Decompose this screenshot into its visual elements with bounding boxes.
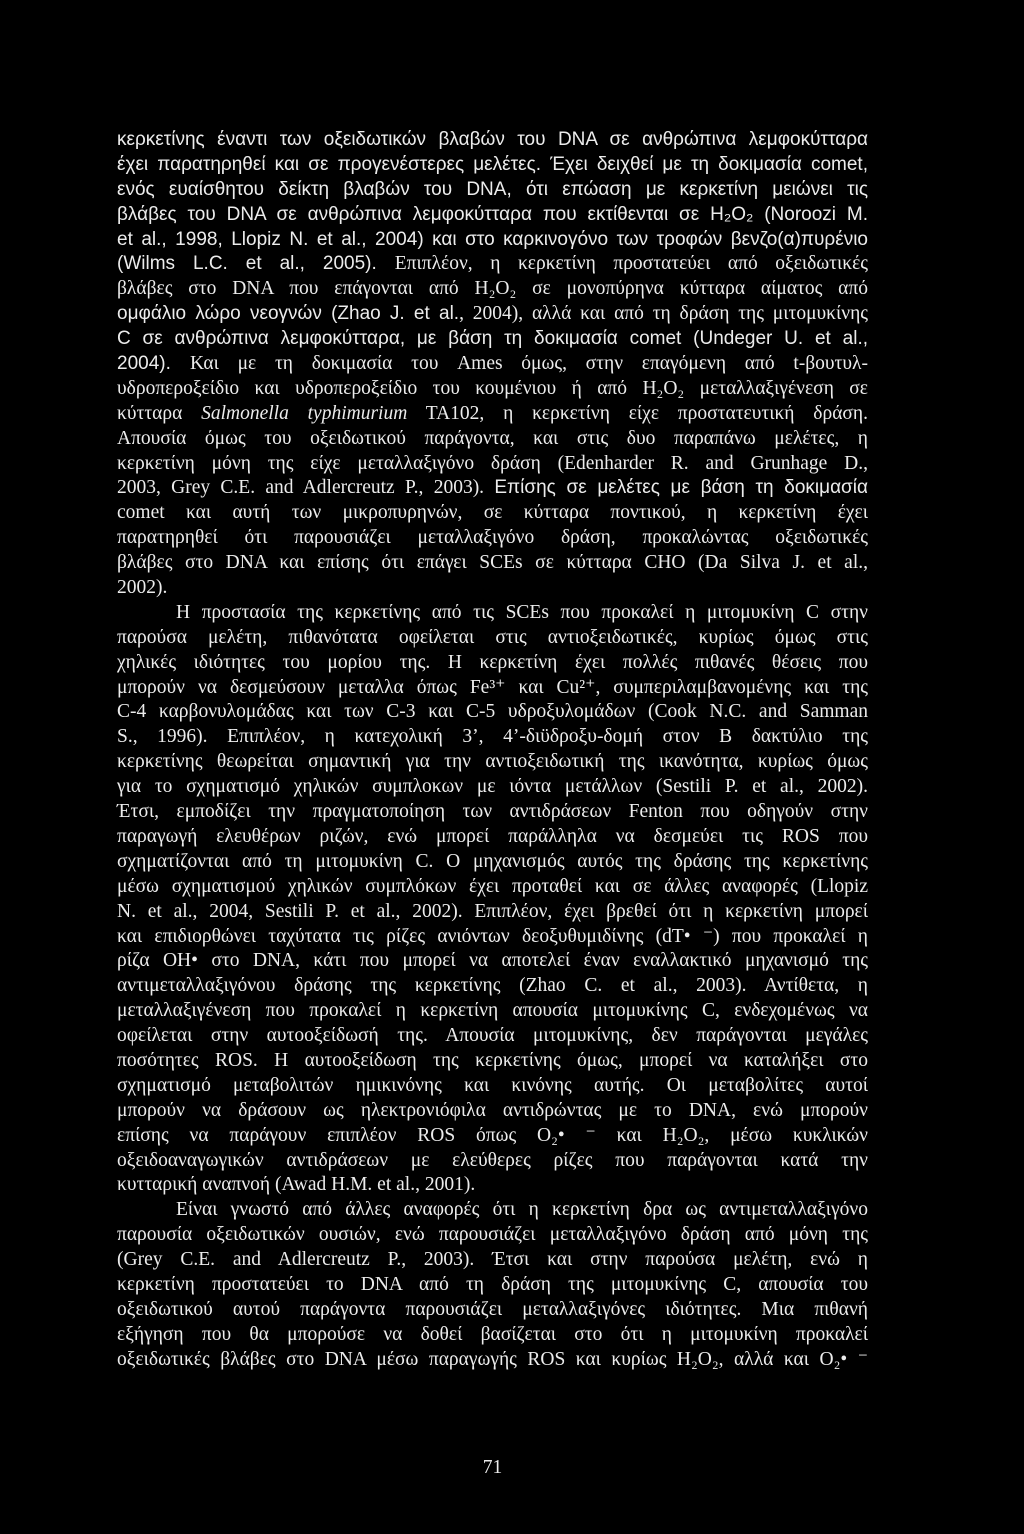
text-line: υδροπεροξείδιο και υδροπεροξείδιο του κουμένιου ή από H₂O₂ μεταλλαξιγένεση σε	[117, 377, 868, 399]
text-line: κυτταρική αναπνοή (Awad H.M. et al., 2001).	[117, 1174, 476, 1196]
text-line: (Grey C.E. and Adlercreutz P., 2003). Έτσι και στην παρούσα μελέτη, ενώ η	[117, 1249, 868, 1271]
text-line	[117, 352, 868, 377]
text-segment: ομφάλιο λώρο νεογνών (Zhao J. et al.	[117, 303, 460, 325]
text-line: C σε ανθρώπινα λεμφοκύτταρα, με βάση τη δοκιμασία comet (Undeger U. et al.,	[117, 328, 868, 350]
text-segment: TA102, η κερκετίνη είχε προστατευτική δράση.	[407, 402, 868, 424]
text-line: Έτσι, εμποδίζει την πραγματοποίηση των αντιδράσεων Fenton που οδηγούν στην	[117, 801, 868, 823]
text-line: 2002).	[117, 577, 168, 599]
text-line: οξειδοαναγωγικών αντιδράσεων με ελεύθερες ρίζες που παράγονται κατά την	[117, 1149, 868, 1171]
text-line: et al., 1998, Llopiz N. et al., 2004) και στο καρκινογόνο των τροφών βενζο(α)πυρένιο	[117, 228, 868, 250]
text-line: S., 1996). Επιπλέον, η κατεχολική 3’, 4’-διϋδροξυ-δομή στον Β δακτύλιο της	[117, 726, 868, 748]
text-line	[117, 302, 868, 327]
text-line: παρατηρηθεί ότι παρουσιάζει μεταλλαξιγόνο δράση, προκαλώντας οξειδωτικές	[117, 527, 868, 549]
text-line: βλάβες του DNA σε ανθρώπινα λεμφοκύτταρα που εκτίθενται σε H₂O₂ (Noroozi M.	[117, 203, 868, 225]
text-line: μπορούν να δράσουν ως ηλεκτρονιόφιλα αντιδρώντας με το DNA, ενώ μπορούν	[117, 1099, 868, 1121]
text-line: Η προστασία της κερκετίνης από τις SCEs που προκαλεί η μιτομυκίνη C στην	[176, 601, 868, 623]
text-line: βλάβες στο DNA και επίσης ότι επάγει SCEs σε κύτταρα CHO (Da Silva J. et al.,	[117, 552, 868, 574]
text-segment: , 2004), αλλά και από τη δράση της μιτομυκίνης	[459, 303, 868, 325]
text-line: comet και αυτή των μικροπυρηνών, σε κύτταρα ποντικού, η κερκετίνη έχει	[117, 502, 868, 524]
text-line: ρίζα OH• στο DNA, κάτι που μπορεί να αποτελεί έναν εναλλακτικό μηχανισμό της	[117, 950, 868, 972]
text-line: οφείλεται στην αυτοοξείδωσή της. Απουσία μιτομυκίνης, δεν παράγονται μεγάλες	[117, 1025, 868, 1047]
text-line: παρουσία οξειδωτικών ουσιών, ενώ παρουσιάζει μεταλλαξιγόνο δράση από μόνη της	[117, 1224, 868, 1246]
text-line: μπορούν να δεσμεύσουν μεταλλα όπως Fe³⁺ και Cu²⁺, συμπεριλαμβανομένης και της	[117, 676, 868, 698]
text-segment: Επιπλέον, η κερκετίνη προστατεύει από οξειδωτικές	[394, 253, 868, 275]
text-segment: Επίσης σε μελέτες με βάση τη δοκιμασία	[494, 477, 868, 499]
text-line: παρούσα μελέτη, πιθανότατα οφείλεται στις αντιοξειδωτικές, κυρίως όμως στις	[117, 626, 868, 648]
text-line: κερκετίνης θεωρείται σημαντική για την αντιοξειδωτική της ικανότητα, κυρίως όμως	[117, 751, 868, 773]
text-line: βλάβες στο DNA που επάγονται από H₂O₂ σε μονοπύρηνα κύτταρα αίματος από	[117, 278, 868, 300]
text-line: Είναι γνωστό από άλλες αναφορές ότι η κερκετίνη δρα ως αντιμεταλλαξιγόνο	[176, 1199, 868, 1221]
text-line: εξήγηση που θα μπορούσε να δοθεί βασίζεται στο ότι η μιτομυκίνη προκαλεί	[117, 1323, 868, 1345]
text-line: Απουσία όμως του οξειδωτικού παράγοντα, και στις δυο παραπάνω μελέτες, η	[117, 427, 868, 449]
text-segment: Και με τη δοκιμασία του Ames όμως, στην επαγόμενη από t-βουτυλ-	[190, 353, 868, 375]
text-line: μεταλλαξιγένεση που προκαλεί η κερκετίνη απουσία μιτομυκίνης C, ενδεχομένως να	[117, 1000, 868, 1022]
text-line: σχηματισμό μεταβολιτών ημικινόνης και κινόνης αυτής. Οι μεταβολίτες αυτοί	[117, 1074, 868, 1096]
text-line: N. et al., 2004, Sestili P. et al., 2002). Επιπλέον, έχει βρεθεί ότι η κερκετίνη μπορεί	[117, 900, 868, 922]
text-segment: 2004).	[117, 353, 191, 375]
text-segment: 2003, Grey C.E. and Adlercreutz P., 2003).	[117, 477, 495, 499]
text-line	[117, 402, 868, 427]
species-name: Salmonella typhimurium	[201, 402, 408, 424]
text-segment: (Wilms L.C. et al., 2005).	[117, 253, 395, 275]
text-line: οξειδωτικές βλάβες στο DNA μέσω παραγωγής ROS και κυρίως H₂O₂, αλλά και O₂• ⁻	[117, 1348, 868, 1370]
text-line: C-4 καρβονυλομάδας και των C-3 και C-5 υδροξυλομάδων (Cook N.C. and Samman	[117, 701, 868, 723]
text-line: κερκετίνη μόνη της είχε μεταλλαξιγόνο δράση (Edenharder R. and Grunhage D.,	[117, 452, 868, 474]
text-line: ενός ευαίσθητου δείκτη βλαβών του DNA, ότι επώαση με κερκετίνη μειώνει τις	[117, 178, 868, 200]
text-line: χηλικές ιδιότητες του μορίου της. Η κερκετίνη έχει πολλές πιθανές θέσεις που	[117, 651, 868, 673]
text-line: κερκετίνη προστατεύει το DNA από τη δράση της μιτομυκίνης C, απουσία του	[117, 1273, 868, 1295]
page-body	[117, 128, 868, 1373]
text-line: κερκετίνης έναντι των οξειδωτικών βλαβών του DNA σε ανθρώπινα λεμφοκύτταρα	[117, 129, 868, 150]
text-line: μέσω σχηματισμού χηλικών συμπλόκων έχει προταθεί και σε άλλες αναφορές (Llopiz	[117, 875, 868, 897]
text-line: επίσης να παράγουν επιπλέον ROS όπως O₂• ⁻ και H₂O₂, μέσω κυκλικών	[117, 1124, 868, 1146]
text-line: σχηματίζονται από τη μιτομυκίνη C. Ο μηχανισμός αυτός της δράσης της κερκετίνης	[117, 850, 868, 872]
text-line: παραγωγή ελευθέρων ριζών, ενώ μπορεί παράλληλα να δεσμεύει τις ROS που	[117, 825, 868, 847]
text-line: για το σχηματισμό χηλικών συμπλοκων με ιόντα μετάλλων (Sestili P. et al., 2002).	[117, 776, 868, 798]
text-line: και επιδιορθώνει ταχύτατα τις ρίζες ανιόντων δεοξυθυμιδίνης (dT• ⁻) που προκαλεί η	[117, 925, 868, 947]
text-line	[117, 476, 868, 501]
page-number: 71	[482, 1457, 503, 1478]
text-line: οξειδωτικού αυτού παράγοντα παρουσιάζει μεταλλαξιγόνες ιδιότητες. Μια πιθανή	[117, 1298, 868, 1320]
text-line: ποσότητες ROS. Η αυτοοξείδωση της κερκετίνης όμως, μπορεί να καταλήξει στο	[117, 1049, 868, 1071]
text-line	[117, 252, 868, 277]
text-line: αντιμεταλλαξιγόνου δράσης της κερκετίνης (Zhao C. et al., 2003). Αντίθετα, η	[117, 975, 868, 997]
text-line: έχει παρατηρηθεί και σε προγενέστερες μελέτες. Έχει δειχθεί με τη δοκιμασία comet,	[117, 153, 868, 175]
text-segment: κύτταρα	[117, 402, 202, 424]
